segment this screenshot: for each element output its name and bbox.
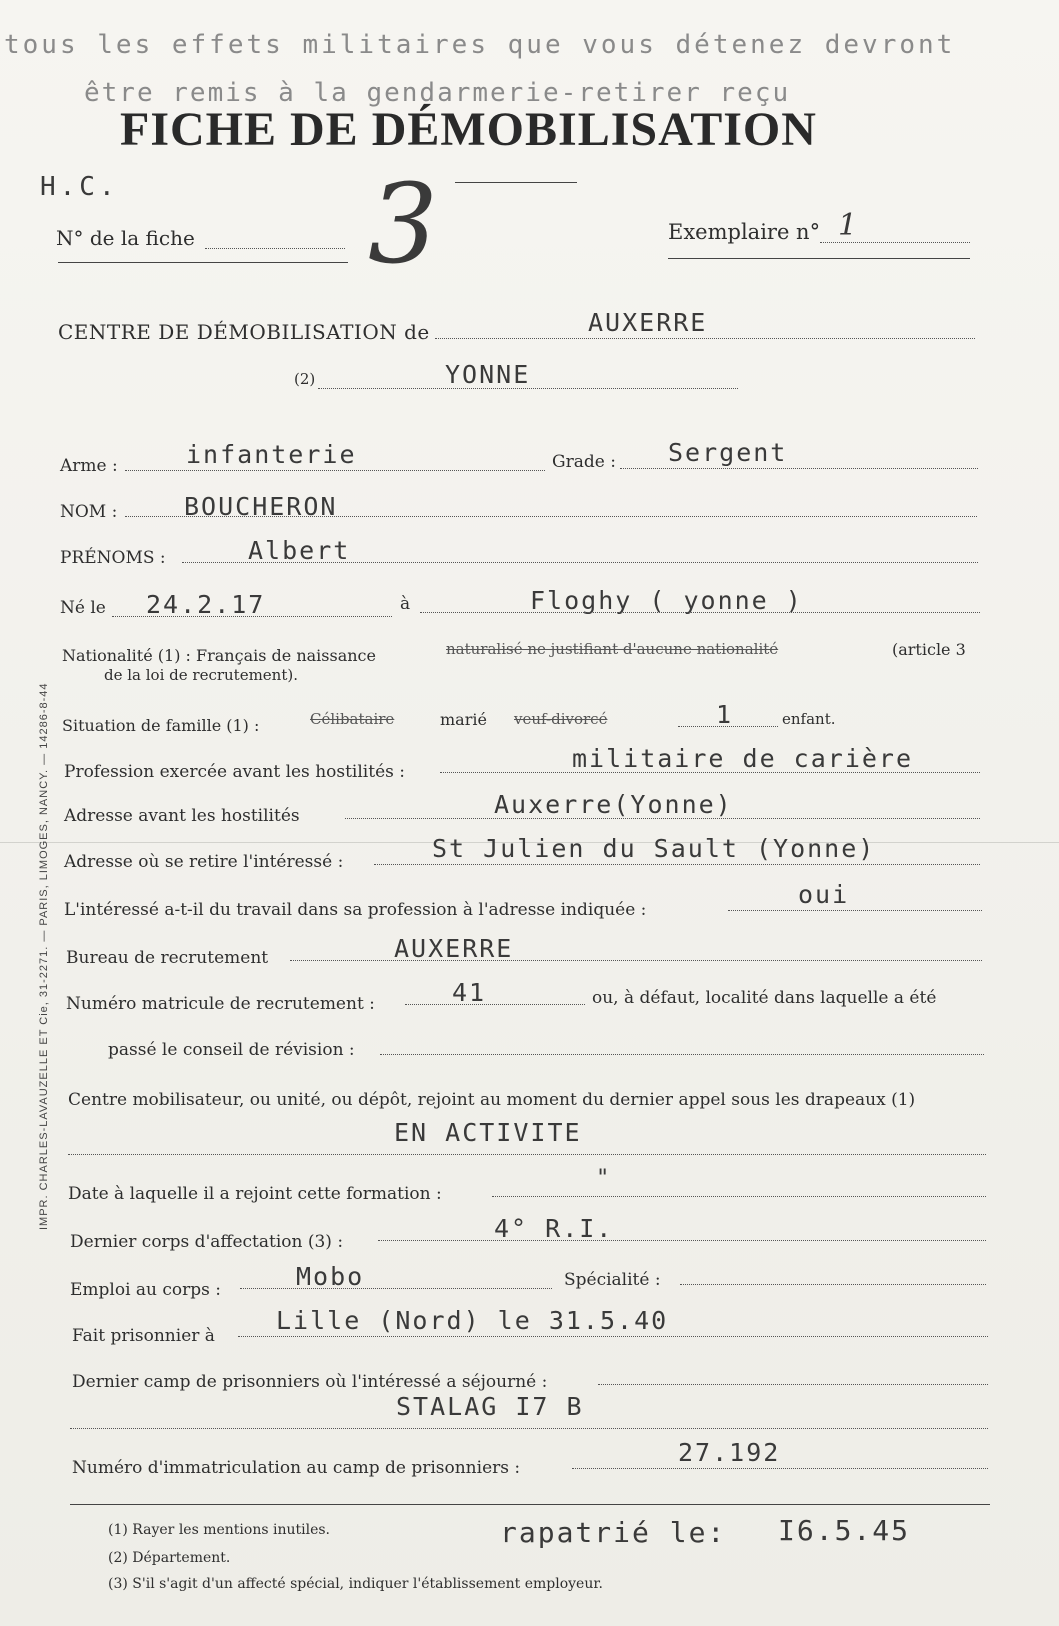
bureau-label: Bureau de recrutement	[66, 948, 269, 968]
nationalite-line2: de la loi de recrutement).	[104, 666, 298, 684]
footnote-3: (3) S'il s'agit d'un affecté spécial, indiquer l'établissement employeur.	[108, 1576, 603, 1592]
departement-label: (2)	[294, 370, 316, 388]
exemplaire-label: Exemplaire n°	[668, 220, 821, 244]
naissance-dots-1	[112, 616, 392, 617]
footnote-1: (1) Rayer les mentions inutiles.	[108, 1522, 330, 1538]
nom-label: NOM :	[60, 502, 118, 522]
prenoms-value: Albert	[248, 536, 351, 565]
fiche-number: 3	[368, 160, 438, 288]
immatriculation-label: Numéro d'immatriculation au camp de prisonniers :	[72, 1458, 521, 1478]
famille-dots	[678, 726, 778, 727]
prenoms-label: PRÉNOMS :	[60, 548, 166, 568]
hc-mark: H.C.	[40, 172, 119, 202]
fiche-rule	[58, 262, 348, 263]
naissance-dots-2	[420, 612, 980, 613]
naissance-a: à	[400, 594, 411, 614]
nom-dots	[125, 516, 977, 517]
naissance-date: 24.2.17	[146, 590, 266, 619]
travail-label: L'intéressé a-t-il du travail dans sa profession à l'adresse indiquée :	[64, 900, 647, 920]
adresse-retraite-label: Adresse où se retire l'intéressé :	[64, 852, 344, 872]
famille-marie: marié	[440, 710, 487, 729]
date-rejoint-dots	[492, 1196, 986, 1197]
printer-imprint: IMPR. CHARLES-LAVAUZELLE ET Cie, 31-2271. — PARIS, LIMOGES, NANCY. — 14286-8-44	[38, 682, 50, 1230]
nom-value: BOUCHERON	[184, 492, 338, 521]
footer-rule	[70, 1504, 990, 1505]
fiche-dots	[205, 248, 345, 249]
fiche-underline-top	[455, 182, 577, 183]
profession-value: militaire de carière	[572, 744, 914, 773]
famille-struck-veuf: veuf-divorcé	[514, 710, 608, 728]
matricule-dots	[405, 1004, 585, 1005]
arme-label: Arme :	[60, 456, 118, 476]
specialite-dots	[680, 1284, 986, 1285]
arme-dots	[125, 470, 545, 471]
travail-dots	[728, 910, 982, 911]
adresse-retraite-value: St Julien du Sault (Yonne)	[432, 834, 876, 863]
dernier-corps-dots	[378, 1240, 986, 1241]
camp-value: STALAG I7 B	[396, 1392, 584, 1421]
nationalite-struck: naturalisé ne justifiant d'aucune nationalité	[446, 640, 779, 658]
prisonnier-value: Lille (Nord) le 31.5.40	[276, 1306, 669, 1335]
famille-enfants: 1	[716, 700, 734, 729]
departement-dots	[318, 388, 738, 389]
prisonnier-label: Fait prisonnier à	[72, 1326, 215, 1346]
centre-dots	[435, 338, 975, 339]
fiche-label: N° de la fiche	[56, 226, 195, 250]
conseil-label: passé le conseil de révision :	[108, 1040, 355, 1060]
header-note-line2: être remis à la gendarmerie-retirer reçu	[84, 78, 791, 108]
exemplaire-rule	[668, 258, 970, 259]
emploi-dots	[240, 1288, 552, 1289]
centre-mob-dots	[68, 1154, 986, 1155]
grade-label: Grade :	[552, 452, 616, 472]
centre-mob-label: Centre mobilisateur, ou unité, ou dépôt, rejoint au moment du dernier appel sous les drapeaux (1)	[68, 1090, 916, 1110]
grade-value: Sergent	[668, 438, 788, 467]
famille-enfant-label: enfant.	[782, 710, 836, 728]
rapatrie-label: rapatrié le:	[500, 1516, 727, 1549]
matricule-value: 41	[452, 978, 487, 1007]
dernier-corps-label: Dernier corps d'affectation (3) :	[70, 1232, 344, 1252]
centre-mob-value: EN ACTIVITE	[394, 1118, 582, 1147]
camp-dots-2	[70, 1428, 988, 1429]
immatriculation-value: 27.192	[678, 1438, 781, 1467]
date-rejoint-value: "	[596, 1166, 610, 1191]
footnote-2: (2) Département.	[108, 1550, 231, 1566]
camp-dots-1	[598, 1384, 988, 1385]
emploi-value: Mobo	[296, 1262, 365, 1291]
dernier-corps-value: 4° R.I.	[494, 1214, 614, 1243]
centre-label: CENTRE DE DÉMOBILISATION de	[58, 320, 430, 344]
exemplaire-dots	[820, 242, 970, 243]
bureau-value: AUXERRE	[394, 934, 514, 963]
famille-struck-celibataire: Célibataire	[310, 710, 395, 728]
camp-label: Dernier camp de prisonniers où l'intéressé a séjourné :	[72, 1372, 548, 1392]
travail-value: oui	[798, 880, 850, 909]
specialite-label: Spécialité :	[564, 1270, 661, 1290]
header-note-line1: tous les effets militaires que vous détenez devront	[4, 30, 956, 60]
naissance-label: Né le	[60, 598, 106, 618]
exemplaire-number: 1	[838, 208, 858, 243]
immatriculation-dots	[572, 1468, 988, 1469]
emploi-label: Emploi au corps :	[70, 1280, 222, 1300]
bureau-dots	[290, 960, 982, 961]
adresse-retraite-dots	[374, 864, 980, 865]
profession-dots	[440, 772, 980, 773]
rapatrie-value: I6.5.45	[778, 1514, 911, 1547]
nationalite-label: Nationalité (1) : Français de naissance	[62, 646, 376, 665]
arme-value: infanterie	[186, 440, 357, 469]
matricule-label: Numéro matricule de recrutement :	[66, 994, 375, 1014]
famille-label: Situation de famille (1) :	[62, 716, 260, 735]
form-title: FICHE DE DÉMOBILISATION	[120, 103, 817, 156]
adresse-avant-value: Auxerre(Yonne)	[494, 790, 733, 819]
matricule-suffix: ou, à défaut, localité dans laquelle a été	[592, 988, 937, 1008]
adresse-avant-label: Adresse avant les hostilités	[64, 806, 300, 826]
grade-dots	[620, 468, 978, 469]
naissance-lieu: Floghy ( yonne )	[530, 586, 803, 615]
adresse-avant-dots	[345, 818, 980, 819]
prenoms-dots	[182, 562, 978, 563]
prisonnier-dots	[238, 1336, 988, 1337]
profession-label: Profession exercée avant les hostilités :	[64, 762, 405, 782]
nationalite-suffix: (article 3	[892, 640, 966, 659]
departement-value: YONNE	[445, 360, 531, 389]
centre-value: AUXERRE	[588, 308, 708, 337]
conseil-dots	[380, 1054, 984, 1055]
date-rejoint-label: Date à laquelle il a rejoint cette formation :	[68, 1184, 442, 1204]
